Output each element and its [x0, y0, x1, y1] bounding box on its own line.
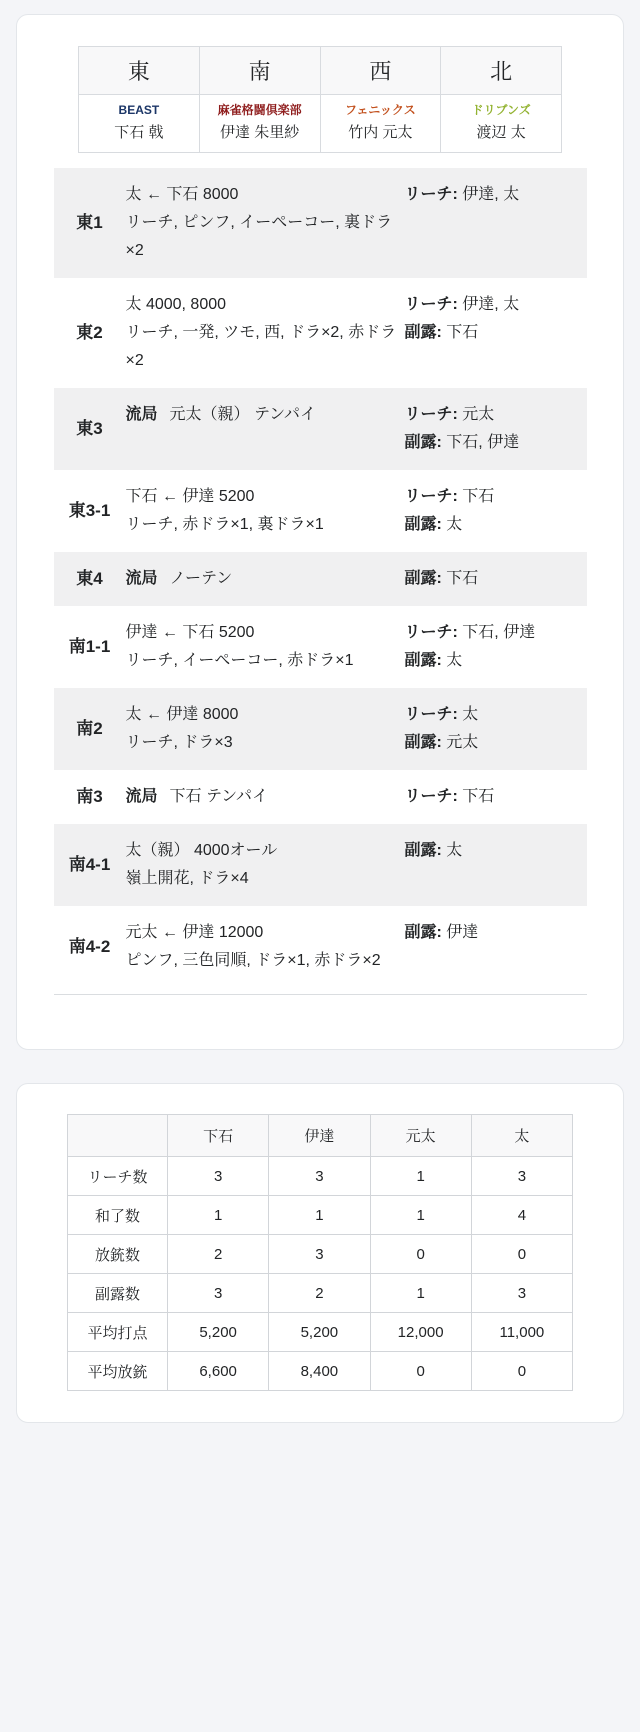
stats-row — [68, 1196, 573, 1235]
log-bottom-divider — [54, 994, 587, 995]
stat-label: 平均打点 — [68, 1313, 168, 1352]
furo-label: 副露: — [404, 842, 442, 860]
player-name: 渡辺 太 — [476, 123, 526, 141]
player-name: 下石 戟 — [114, 123, 164, 141]
round-result — [126, 181, 397, 209]
log-row — [54, 606, 587, 688]
result-text: 下石 ← 伊達 5200 — [125, 488, 255, 506]
stat-value: 2 — [168, 1235, 269, 1274]
round-result — [126, 619, 397, 647]
stats-row — [68, 1235, 573, 1274]
log-row — [54, 824, 587, 906]
round-info — [405, 401, 587, 457]
reach-players: 下石 — [462, 788, 495, 806]
round-label: 南1-1 — [68, 637, 111, 657]
stat-value: 1 — [370, 1157, 471, 1196]
furo-info — [405, 429, 587, 457]
round-label: 南3 — [76, 787, 103, 807]
player-header-row — [79, 95, 562, 153]
stats-row — [68, 1157, 573, 1196]
log-row — [54, 470, 587, 552]
result-text: ノーテン — [169, 570, 233, 588]
stat-value: 3 — [269, 1157, 370, 1196]
stat-label: 副露数 — [68, 1274, 168, 1313]
yaku-list: リーチ, ドラ×3 — [125, 734, 233, 752]
yaku-list: リーチ, 赤ドラ×1, 裏ドラ×1 — [125, 516, 324, 534]
stat-value: 5,200 — [269, 1313, 370, 1352]
log-row — [54, 168, 587, 278]
round-description — [126, 565, 405, 593]
furo-players: 元太 — [446, 734, 479, 752]
log-row — [54, 688, 587, 770]
round-label: 東3 — [76, 419, 103, 439]
round-info — [405, 619, 587, 675]
result-text: 元太（親） テンパイ — [169, 406, 317, 424]
stat-label: 平均放銃 — [68, 1352, 168, 1391]
round-info — [405, 701, 587, 757]
furo-label: 副露: — [404, 652, 442, 670]
round-label: 東3-1 — [68, 501, 111, 521]
round-info — [405, 483, 587, 539]
round-label: 南4-1 — [68, 855, 111, 875]
seat-cell-north — [441, 95, 562, 153]
result-text: 太（親） 4000オール — [125, 842, 278, 860]
wind-east: 東 — [79, 47, 200, 95]
furo-label: 副露: — [404, 324, 442, 342]
result-text: 下石 テンパイ — [169, 788, 269, 806]
round-description — [126, 291, 405, 375]
reach-label: リーチ: — [404, 488, 458, 506]
team-name: フェニックス — [344, 103, 416, 117]
reach-info — [405, 783, 587, 811]
stat-value: 11,000 — [471, 1313, 572, 1352]
reach-players: 伊達, 太 — [462, 186, 520, 204]
furo-label: 副露: — [404, 516, 442, 534]
ryukyoku-label: 流局 — [125, 406, 158, 424]
stat-value: 6,600 — [168, 1352, 269, 1391]
result-text: 伊達 ← 下石 5200 — [125, 624, 255, 642]
round-info — [405, 783, 587, 811]
round-description — [126, 619, 405, 675]
furo-players: 太 — [446, 516, 463, 534]
round-log-list — [54, 168, 587, 988]
stat-value: 2 — [269, 1274, 370, 1313]
reach-info — [405, 483, 587, 511]
round-label: 東2 — [76, 323, 103, 343]
furo-label: 副露: — [404, 570, 442, 588]
reach-players: 太 — [462, 706, 479, 724]
reach-info — [405, 181, 587, 209]
stat-value: 1 — [370, 1274, 471, 1313]
stats-card — [16, 1083, 624, 1423]
round-info — [405, 919, 587, 975]
furo-info — [405, 729, 587, 757]
seat-cell-south — [199, 95, 320, 153]
furo-players: 下石 — [446, 324, 479, 342]
yaku-list: リーチ, イーペーコー, 赤ドラ×1 — [125, 652, 354, 670]
furo-label: 副露: — [404, 434, 442, 452]
stats-row — [68, 1313, 573, 1352]
wind-south: 南 — [199, 47, 320, 95]
wind-header-row — [79, 47, 562, 95]
stats-col-player: 元太 — [370, 1115, 471, 1157]
wind-west: 西 — [320, 47, 441, 95]
reach-label: リーチ: — [404, 788, 458, 806]
round-result — [126, 837, 397, 865]
round-label: 東4 — [76, 569, 103, 589]
reach-info — [405, 401, 587, 429]
stat-value: 0 — [370, 1352, 471, 1391]
reach-info — [405, 701, 587, 729]
team-name: BEAST — [118, 103, 160, 117]
log-row — [54, 388, 587, 470]
seat-cell-west — [320, 95, 441, 153]
wind-north: 北 — [441, 47, 562, 95]
round-result — [126, 401, 397, 429]
log-row — [54, 278, 587, 388]
ryukyoku-label: 流局 — [125, 570, 158, 588]
reach-players: 伊達, 太 — [462, 296, 520, 314]
stat-value: 3 — [471, 1274, 572, 1313]
stat-value: 1 — [370, 1196, 471, 1235]
result-text: 太 ← 伊達 8000 — [125, 706, 239, 724]
game-log-card — [16, 14, 624, 1050]
round-info — [405, 837, 587, 893]
stat-value: 0 — [370, 1235, 471, 1274]
stat-value: 3 — [471, 1157, 572, 1196]
round-result — [126, 783, 397, 811]
stats-col-player: 伊達 — [269, 1115, 370, 1157]
furo-label: 副露: — [404, 924, 442, 942]
log-row — [54, 906, 587, 988]
reach-info — [405, 619, 587, 647]
stat-value: 5,200 — [168, 1313, 269, 1352]
furo-players: 太 — [446, 842, 463, 860]
stat-value: 4 — [471, 1196, 572, 1235]
player-name: 竹内 元太 — [348, 123, 413, 141]
furo-info — [405, 319, 587, 347]
furo-label: 副露: — [404, 734, 442, 752]
reach-players: 元太 — [462, 406, 495, 424]
result-text: 太 4000, 8000 — [125, 296, 227, 314]
stat-value: 1 — [269, 1196, 370, 1235]
stat-value: 0 — [471, 1352, 572, 1391]
round-description — [126, 783, 405, 811]
seat-table — [78, 46, 562, 153]
reach-label: リーチ: — [404, 296, 458, 314]
round-description — [126, 181, 405, 265]
log-row — [54, 552, 587, 606]
ryukyoku-label: 流局 — [125, 788, 158, 806]
furo-players: 伊達 — [446, 924, 479, 942]
stats-table — [67, 1114, 573, 1391]
round-result — [126, 565, 397, 593]
stats-header-row — [68, 1115, 573, 1157]
reach-info — [405, 291, 587, 319]
yaku-list: リーチ, ピンフ, イーペーコー, 裏ドラ×2 — [125, 214, 393, 260]
furo-info — [405, 647, 587, 675]
round-result — [126, 483, 397, 511]
round-description — [126, 701, 405, 757]
stats-row — [68, 1352, 573, 1391]
result-text: 太 ← 下石 8000 — [125, 186, 239, 204]
stat-value: 3 — [168, 1157, 269, 1196]
round-description — [126, 483, 405, 539]
reach-players: 下石 — [462, 488, 495, 506]
reach-label: リーチ: — [404, 406, 458, 424]
result-text: 元太 ← 伊達 12000 — [125, 924, 264, 942]
seat-cell-east — [79, 95, 200, 153]
reach-players: 下石, 伊達 — [462, 624, 536, 642]
stats-col-player: 下石 — [168, 1115, 269, 1157]
round-result — [126, 291, 397, 319]
stat-value: 1 — [168, 1196, 269, 1235]
round-info — [405, 181, 587, 265]
furo-info — [405, 919, 587, 947]
reach-label: リーチ: — [404, 706, 458, 724]
team-name: 麻雀格闘倶楽部 — [217, 103, 302, 117]
round-result — [126, 701, 397, 729]
furo-info — [405, 511, 587, 539]
round-description — [126, 919, 405, 975]
stat-value: 8,400 — [269, 1352, 370, 1391]
player-name: 伊達 朱里紗 — [220, 123, 300, 141]
reach-label: リーチ: — [404, 624, 458, 642]
stat-label: リーチ数 — [68, 1157, 168, 1196]
round-label: 南4-2 — [68, 937, 111, 957]
log-row — [54, 770, 587, 824]
round-info — [405, 291, 587, 375]
stat-value: 3 — [168, 1274, 269, 1313]
reach-label: リーチ: — [404, 186, 458, 204]
furo-players: 太 — [446, 652, 463, 670]
yaku-list: ピンフ, 三色同順, ドラ×1, 赤ドラ×2 — [125, 952, 381, 970]
yaku-list: リーチ, 一発, ツモ, 西, ドラ×2, 赤ドラ×2 — [125, 324, 397, 370]
furo-players: 下石 — [446, 570, 479, 588]
stat-value: 12,000 — [370, 1313, 471, 1352]
yaku-list: 嶺上開花, ドラ×4 — [125, 870, 249, 888]
furo-info — [405, 565, 587, 593]
round-description — [126, 837, 405, 893]
stat-value: 0 — [471, 1235, 572, 1274]
stats-col-player: 太 — [471, 1115, 572, 1157]
furo-players: 下石, 伊達 — [446, 434, 520, 452]
stat-value: 3 — [269, 1235, 370, 1274]
round-info — [405, 565, 587, 593]
stats-col-blank — [68, 1115, 168, 1157]
team-name: ドリブンズ — [471, 103, 531, 117]
round-label: 東1 — [76, 213, 103, 233]
round-description — [126, 401, 405, 457]
stat-label: 和了数 — [68, 1196, 168, 1235]
round-label: 南2 — [76, 719, 103, 739]
furo-info — [405, 837, 587, 865]
stat-label: 放銃数 — [68, 1235, 168, 1274]
round-result — [126, 919, 397, 947]
stats-row — [68, 1274, 573, 1313]
